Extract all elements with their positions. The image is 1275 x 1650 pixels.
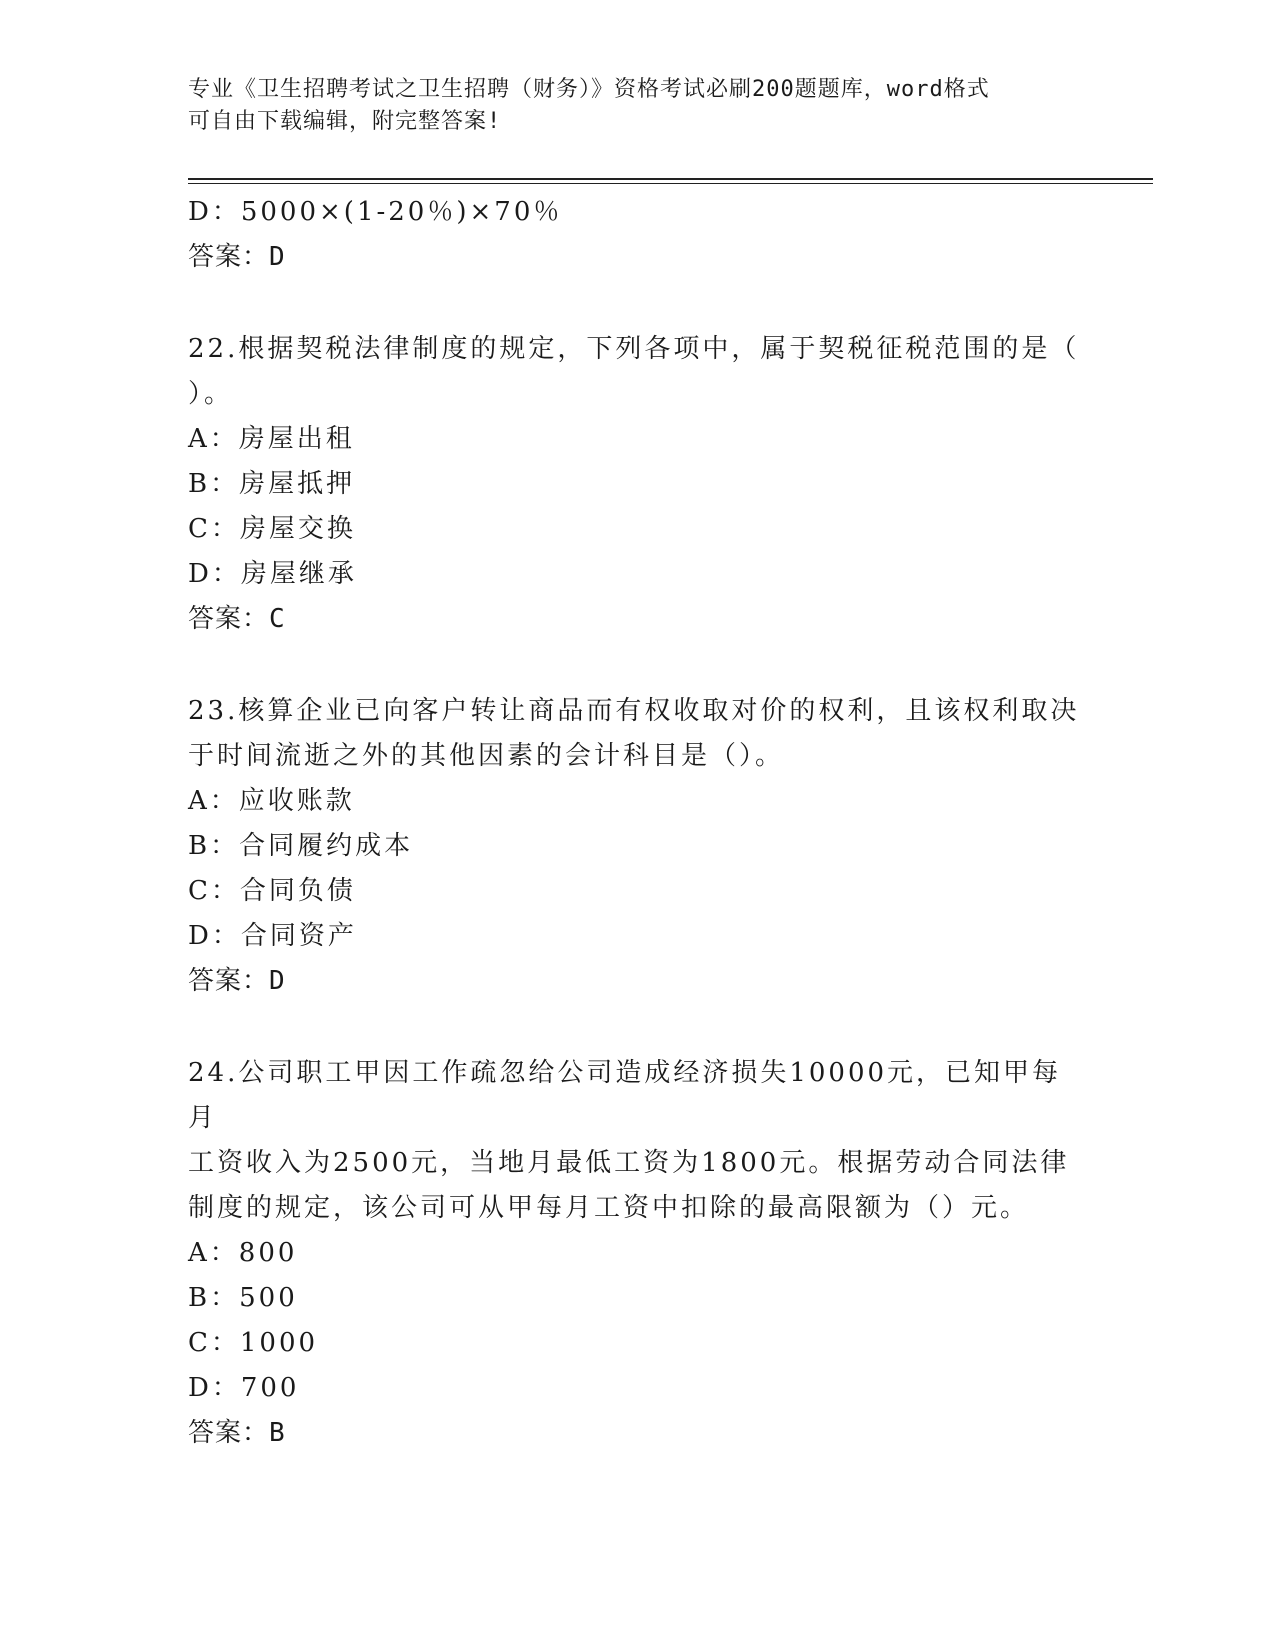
prev-answer: [188, 235, 1088, 280]
header-line-1: 专业《卫生招聘考试之卫生招聘（财务）》资格考试必刷200题题库，word格式: [188, 77, 990, 102]
option-c: C：1000: [188, 1328, 319, 1358]
question-stem-line: 23.核算企业已向客户转让商品而有权收取对价的权利，且该权利取决: [188, 696, 1080, 726]
question-stem-line: 制度的规定，该公司可从甲每月工资中扣除的最高限额为（）元。: [188, 1193, 1030, 1223]
option-a: A：房屋出租: [188, 424, 355, 454]
option-b: B：500: [188, 1283, 298, 1313]
answer-label: 答案：: [188, 966, 270, 996]
question-stem-line: 工资收入为2500元，当地月最低工资为1800元。根据劳动合同法律: [188, 1148, 1070, 1178]
spacer: [188, 280, 1088, 327]
option-c: C：房屋交换: [188, 514, 356, 544]
spacer: [188, 1004, 1088, 1051]
option-a: A：应收账款: [188, 786, 355, 816]
question-stem-line: ）。: [188, 379, 234, 409]
question-22: [188, 327, 1088, 642]
option-d: D：房屋继承: [188, 559, 357, 589]
question-stem-line: 24.公司职工甲因工作疏忽给公司造成经济损失10000元，已知甲每月: [188, 1058, 1062, 1133]
answer: [188, 1411, 1088, 1456]
option-b: B：房屋抵押: [188, 469, 356, 499]
option-b: B：合同履约成本: [188, 831, 414, 861]
question-stem-line: 于时间流逝之外的其他因素的会计科目是（）。: [188, 741, 785, 771]
header-rule-thin: [188, 183, 1153, 184]
option-a: A：800: [188, 1238, 298, 1268]
answer: [188, 597, 1088, 642]
option-d: D：700: [188, 1373, 300, 1403]
option-c: C：合同负债: [188, 876, 356, 906]
document-body: [188, 190, 1088, 1456]
header-line-2: 可自由下载编辑，附完整答案!: [188, 109, 502, 134]
answer-key: D: [269, 242, 286, 272]
question-24: [188, 1051, 1088, 1456]
answer-label: 答案：: [188, 242, 270, 272]
document-header: [188, 74, 1068, 138]
question-stem-line: 22.根据契税法律制度的规定，下列各项中，属于契税征税范围的是（: [188, 334, 1080, 364]
question-23: [188, 689, 1088, 1004]
answer-label: 答案：: [188, 1418, 270, 1448]
spacer: [188, 642, 1088, 689]
answer-key: C: [269, 604, 286, 634]
answer-key: B: [269, 1418, 286, 1448]
prev-option-d: D：5000×(1-20％)×70％: [188, 197, 563, 227]
header-rule-thick: [188, 178, 1153, 180]
option-d: D：合同资产: [188, 921, 357, 951]
answer-label: 答案：: [188, 604, 270, 634]
answer-key: D: [269, 966, 286, 996]
answer: [188, 959, 1088, 1004]
